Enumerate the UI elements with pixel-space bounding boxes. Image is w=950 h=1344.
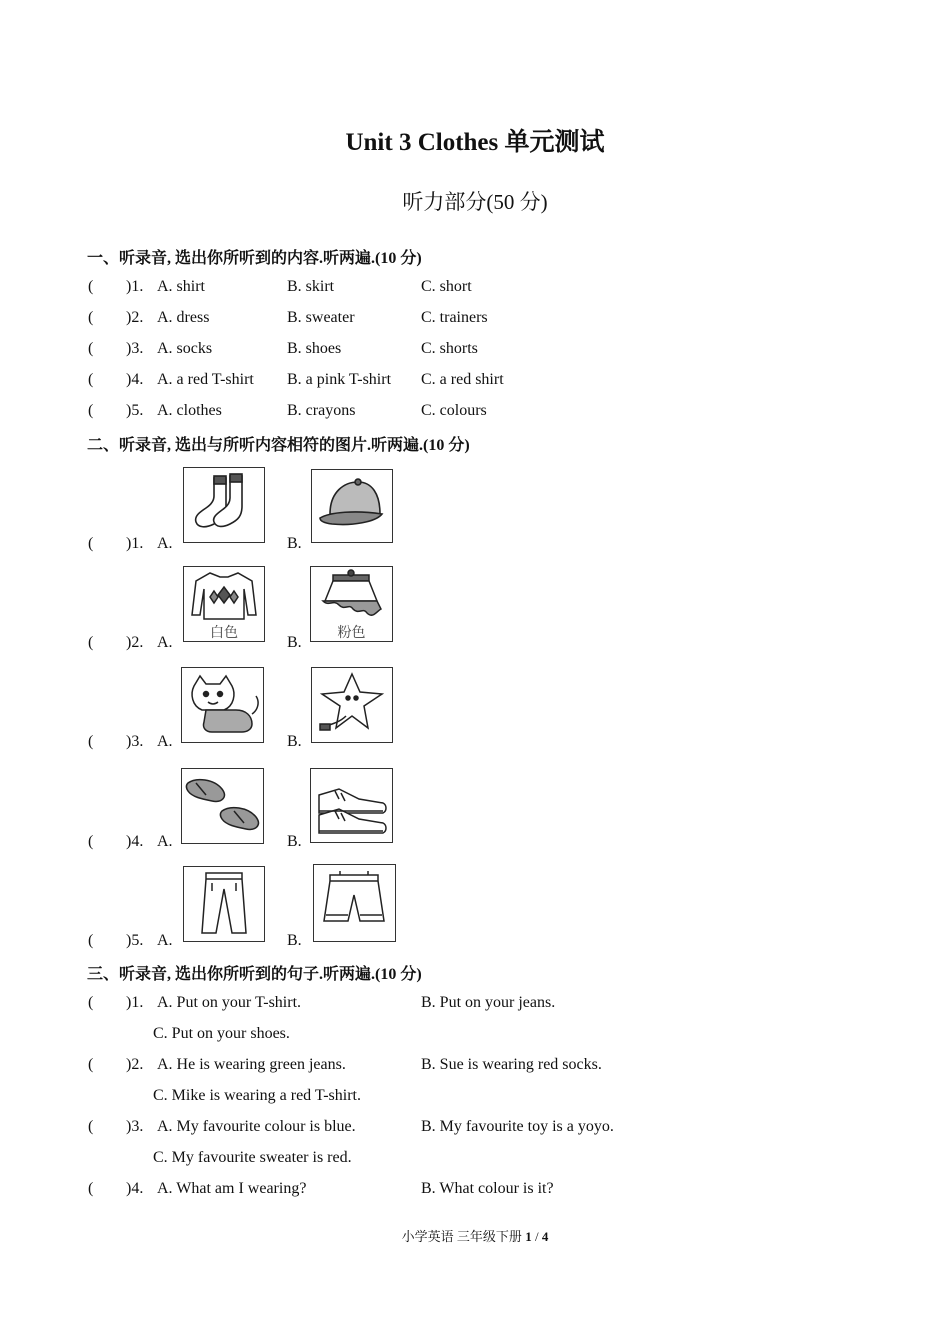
option-a: A.	[157, 535, 173, 552]
socks-icon	[183, 467, 265, 543]
option-b: B.	[287, 833, 302, 850]
option-c: C. Put on your shoes.	[153, 1025, 290, 1042]
skirt-icon	[310, 566, 393, 642]
color-caption: 粉色	[337, 626, 366, 641]
cap-icon	[311, 469, 393, 543]
cat-icon	[181, 667, 264, 743]
option-c: C. colours	[421, 402, 487, 419]
section-subtitle: 听力部分(50 分)	[402, 190, 548, 214]
option-c: C. shorts	[421, 340, 478, 357]
question-number: )1.	[126, 994, 144, 1011]
sweater-icon	[183, 566, 265, 642]
question-number: )4.	[126, 1180, 144, 1197]
option-b: B. crayons	[287, 402, 356, 419]
answer-paren-open: (	[88, 833, 94, 850]
option-b: B. sweater	[287, 309, 355, 326]
answer-paren-open: (	[88, 733, 94, 750]
option-b: B. My favourite toy is a yoyo.	[421, 1118, 614, 1135]
answer-paren-open: (	[88, 278, 94, 295]
page-total: 4	[541, 1229, 549, 1244]
option-b: B.	[287, 932, 302, 949]
question-number: )1.	[126, 278, 144, 295]
answer-paren-open: (	[88, 932, 94, 949]
question-number: )2.	[126, 1056, 144, 1073]
sneakers-icon	[310, 768, 393, 843]
footer-label: 小学英语 三年级下册	[401, 1229, 526, 1244]
option-a: A.	[157, 634, 173, 651]
option-b: B. shoes	[287, 340, 342, 357]
question-number: )4.	[126, 833, 144, 850]
option-b: B. skirt	[287, 278, 335, 295]
question-number: )3.	[126, 1118, 144, 1135]
answer-paren-open: (	[88, 1056, 94, 1073]
option-c: C. trainers	[421, 309, 488, 326]
page-number: 1	[525, 1229, 532, 1244]
page-footer	[0, 1226, 950, 1245]
question-number: )4.	[126, 371, 144, 388]
option-b: B.	[287, 535, 302, 552]
option-a: A. socks	[157, 340, 213, 357]
question-number: )3.	[126, 733, 144, 750]
option-a: A. clothes	[157, 402, 222, 419]
answer-paren-open: (	[88, 371, 94, 388]
option-a: A.	[157, 932, 173, 949]
part3-heading: 三、听录音, 选出你所听到的句子.听两遍.(10 分)	[87, 966, 422, 983]
option-b: B. Put on your jeans.	[421, 994, 556, 1011]
option-c: C. a red shirt	[421, 371, 504, 388]
option-a: A.	[157, 833, 173, 850]
option-a: A.	[157, 733, 173, 750]
option-b: B. What colour is it?	[421, 1180, 554, 1197]
option-c: C. short	[421, 278, 472, 295]
option-a: A. He is wearing green jeans.	[157, 1056, 346, 1073]
answer-paren-open: (	[88, 309, 94, 326]
option-c: C. My favourite sweater is red.	[153, 1149, 352, 1166]
option-a: A. My favourite colour is blue.	[157, 1118, 356, 1135]
kite-icon	[311, 667, 393, 743]
question-number: )1.	[126, 535, 144, 552]
color-caption: 白色	[210, 626, 238, 641]
option-a: A. dress	[157, 309, 210, 326]
option-a: A. What am I wearing?	[157, 1180, 307, 1197]
answer-paren-open: (	[88, 634, 94, 651]
option-a: A. Put on your T-shirt.	[157, 994, 302, 1011]
question-number: )5.	[126, 402, 144, 419]
question-number: )3.	[126, 340, 144, 357]
option-b: B. Sue is wearing red socks.	[421, 1056, 602, 1073]
option-b: B.	[287, 634, 302, 651]
part1-heading: 一、听录音, 选出你所听到的内容.听两遍.(10 分)	[87, 250, 422, 267]
answer-paren-open: (	[88, 1118, 94, 1135]
part2-heading: 二、听录音, 选出与所听内容相符的图片.听两遍.(10 分)	[87, 437, 470, 454]
answer-paren-open: (	[88, 402, 94, 419]
option-a: A. shirt	[157, 278, 205, 295]
page-separator: /	[531, 1229, 542, 1244]
option-b: B.	[287, 733, 302, 750]
shorts-icon	[313, 864, 396, 942]
question-number: )5.	[126, 932, 144, 949]
answer-paren-open: (	[88, 1180, 94, 1197]
option-b: B. a pink T-shirt	[287, 371, 392, 388]
page-title: Unit 3 Clothes 单元测试	[345, 129, 605, 156]
question-number: )2.	[126, 309, 144, 326]
question-number: )2.	[126, 634, 144, 651]
answer-paren-open: (	[88, 994, 94, 1011]
option-a: A. a red T-shirt	[157, 371, 254, 388]
option-c: C. Mike is wearing a red T-shirt.	[153, 1087, 361, 1104]
answer-paren-open: (	[88, 340, 94, 357]
answer-paren-open: (	[88, 535, 94, 552]
trousers-icon	[183, 866, 265, 942]
sandals-icon	[181, 768, 264, 844]
